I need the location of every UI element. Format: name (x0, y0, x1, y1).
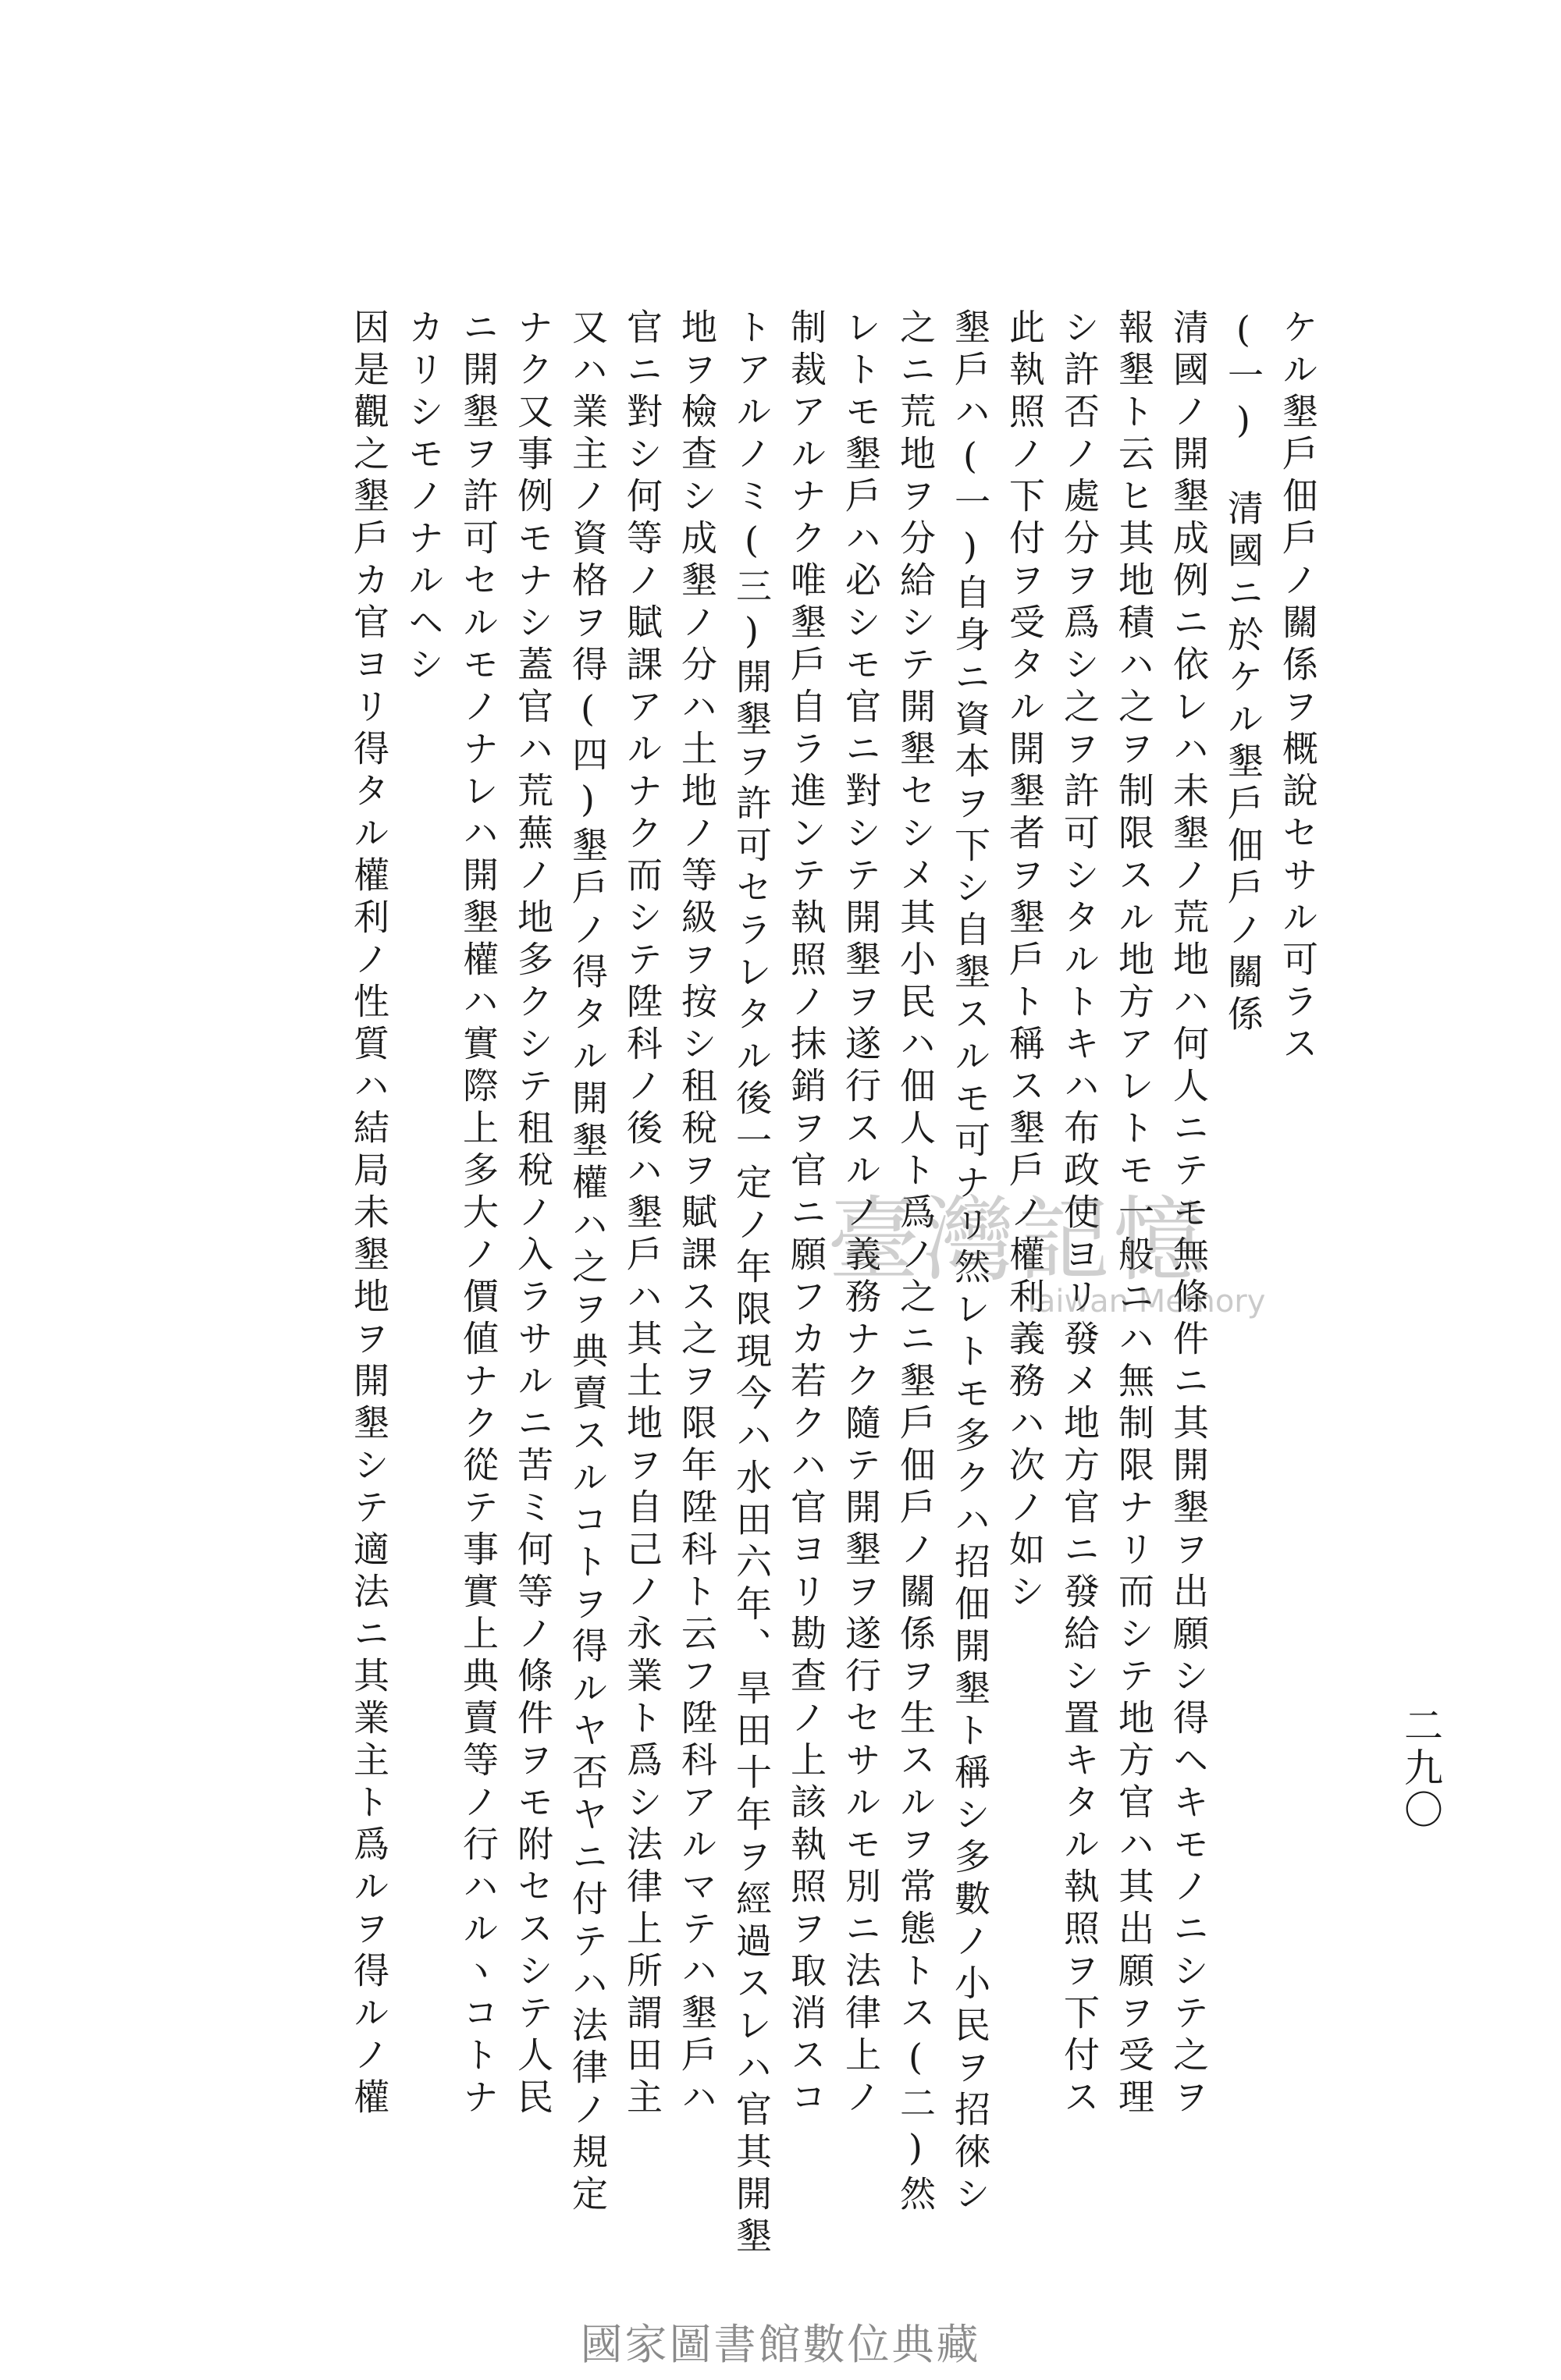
watermark-logo (827, 1186, 1327, 1350)
text-column-10: 制裁アルナク唯墾戶自ラ進ンテ執照ノ抹銷ヲ官ニ願フカ若クハ官ヨリ勘查ノ上該執照ヲ取消スコ (785, 308, 827, 2120)
text-column-3: 清國ノ開墾成例ニ依レハ未墾ノ荒地ハ何人ニテモ無條件ニ其開墾ヲ出願シ得ヘキモノニシテ之ヲ (1168, 308, 1210, 2120)
text-column-16: ニ開墾ヲ許可セルモノナレハ開墾權ハ實際上多大ノ價値ナク從テ事實上典賣等ノ行ハルヽコトナ (457, 308, 500, 2120)
text-column-9: レトモ墾戶ハ必シモ官ニ對シテ開墾ヲ遂行スルノ義務ナク隨テ開墾ヲ遂行セサルモ別ニ法律上ノ (840, 308, 882, 2120)
text-column-4: 報墾ト云ヒ其地積ハ之ヲ制限スル地方アレトモ一般ニハ無制限ナリ而シテ地方官ハ其出願ヲ受理 (1113, 308, 1155, 2120)
text-column-13: 官ニ對シ何等ノ賦課アルナク而シテ陞科ノ後ハ墾戶ハ其土地ヲ自己ノ永業ト爲シ法律上所謂田主 (621, 308, 663, 2120)
section-heading: (一) 清國ニ於ケル墾戶佃戶ノ關係 (1222, 308, 1264, 1037)
text-column-12: 地ヲ檢查シ成墾ノ分ハ土地ノ等級ヲ按シ租稅ヲ賦課ス之ヲ限年陞科ト云フ陞科アルマテハ墾戶ハ (676, 308, 718, 2120)
watermark-subtitle: Taiwan Memory (1022, 1284, 1266, 1320)
text-column-14: 又ハ業主ノ資格ヲ得(四)墾戶ノ得タル開墾權ハ之ヲ典賣スルコトヲ得ルヤ否ヤニ付テハ法律ノ規定 (567, 308, 609, 2217)
text-column-17: カリシモノナルヘシ (403, 308, 445, 687)
library-stamp: 國家圖書館數位典藏 (580, 2320, 981, 2369)
text-column-5: シ許否ノ處分ヲ爲シ之ヲ許可シタルトキハ布政使ヨリ發メ地方官ニ發給シ置キタル執照ヲ下付ス (1058, 308, 1101, 2120)
watermark-title: 臺灣記憶 (827, 1186, 1209, 1294)
text-column-15: ナク又事例モナシ蓋官ハ荒蕪ノ地多クシテ租稅ノ入ラサルニ苦ミ何等ノ條件ヲモ附セスシテ人民 (512, 308, 554, 2120)
text-column-8: 之ニ荒地ヲ分給シテ開墾セシメ其小民ハ佃人ト爲ノ之ニ墾戶佃戶ノ關係ヲ生スルヲ常態トス(二)然 (894, 308, 937, 2217)
text-column-18: 因是觀之墾戶カ官ヨリ得タル權利ノ性質ハ結局未墾地ヲ開墾シテ適法ニ其業主ト爲ルヲ得ルノ權 (348, 308, 390, 2120)
text-column-6: 此執照ノ下付ヲ受タル開墾者ヲ墾戶ト稱ス墾戶ノ權利義務ハ次ノ如シ (1004, 308, 1046, 1614)
text-column-11: トアルノミ(三)開墾ヲ許可セラレタル後一定ノ年限現今ハ水田六年、旱田十年ヲ經過スレハ官其開墾 (731, 308, 773, 2259)
page-number: 二九〇 (1398, 1705, 1443, 1831)
text-column-7: 墾戶ハ(一)自身ニ資本ヲ下シ自墾スルモ可ナリ然レトモ多クハ招佃開墾ト稱シ多數ノ小民ヲ招徠シ (949, 308, 991, 2217)
text-column-1: ケル墾戶佃戶ノ關係ヲ概說セサル可ラス (1277, 308, 1319, 1067)
